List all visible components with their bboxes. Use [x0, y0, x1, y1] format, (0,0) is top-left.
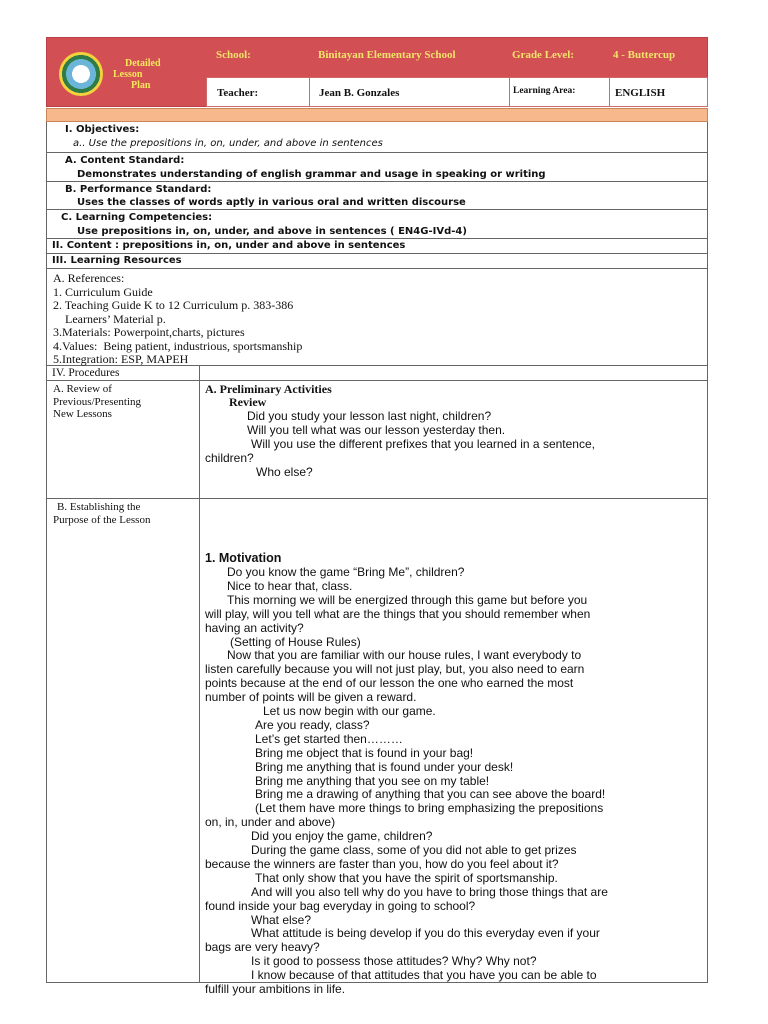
- purpose-label-line: B. Establishing the: [57, 501, 141, 513]
- motivation-line: I know because of that attitudes that you have you can be able to: [251, 968, 597, 983]
- reference-line: 3.Materials: Powerpoint,charts, pictures: [53, 325, 245, 339]
- purpose-label-line: Purpose of the Lesson: [53, 513, 151, 526]
- performance-standard-row: [46, 182, 708, 210]
- motivation-line: points because at the end of our lesson the one who earned the most: [205, 676, 574, 691]
- learning-area-label: Learning Area:: [513, 86, 576, 96]
- reference-line: 5.Integration: ESP, MAPEH: [53, 352, 189, 366]
- review-label-line: Previous/Presenting: [53, 395, 141, 408]
- motivation-line: During the game class, some of you did not able to get prizes: [251, 843, 577, 857]
- motivation-line: Let’s get started then………: [255, 731, 403, 746]
- review-line: Will you use the different prefixes that you learned in a sentence,: [251, 437, 595, 451]
- school-label: School:: [216, 49, 251, 61]
- lesson-plan-page: [46, 37, 708, 996]
- motivation-line: And will you also tell why do you have to bring those things that are: [251, 884, 608, 899]
- review-line: children?: [205, 451, 254, 465]
- procedures-heading: IV. Procedures: [52, 367, 120, 379]
- content-standard-heading: A. Content Standard:: [65, 155, 185, 166]
- motivation-line: Is it good to possess those attitudes? Why? Why not?: [251, 954, 537, 969]
- motivation-line: (Setting of House Rules): [230, 634, 361, 649]
- reference-line: A. References:: [53, 271, 125, 285]
- objectives-row: [46, 122, 708, 153]
- preliminary-activities-heading: A. Preliminary Activities: [205, 382, 332, 396]
- motivation-line: Are you ready, class?: [255, 717, 370, 732]
- motivation-line: listen carefully because you will not just play, but, you also need to earn: [205, 662, 585, 677]
- review-line: Will you tell what was our lesson yesterday then.: [247, 423, 506, 437]
- document-title: [113, 58, 213, 91]
- learning-competencies-row: [46, 210, 708, 239]
- reference-line: 1. Curriculum Guide: [53, 284, 153, 299]
- references-row: [46, 269, 708, 366]
- teacher-row: [206, 77, 708, 107]
- review-line: Who else?: [256, 465, 313, 479]
- procedures-row: [46, 366, 708, 381]
- header-banner: [46, 37, 708, 107]
- motivation-line: Bring me anything that is found under your desk!: [255, 759, 514, 774]
- purpose-left-cell: [47, 499, 200, 982]
- learning-competencies-heading: C. Learning Competencies:: [61, 212, 213, 223]
- motivation-line: Now that you are familiar with our house rules, I want everybody to: [227, 648, 582, 663]
- reference-line: Learners’ Material p.: [53, 311, 166, 326]
- purpose-row: [46, 499, 708, 996]
- school-value: Binitayan Elementary School: [318, 49, 456, 61]
- title-line-3: Plan: [131, 80, 151, 91]
- review-subheading: Review: [229, 395, 267, 409]
- learning-competencies-text: Use prepositions in, on, under, and above in sentences ( EN4G-IVd-4): [77, 226, 467, 237]
- teacher-label: Teacher:: [217, 87, 259, 99]
- review-line: Did you study your lesson last night, children?: [247, 409, 492, 423]
- motivation-line: Did you enjoy the game, children?: [251, 829, 433, 844]
- content-standard-text: Demonstrates understanding of english grammar and usage in speaking or writing: [77, 169, 546, 180]
- objectives-heading: I. Objectives:: [65, 124, 140, 135]
- objective-item: a.. Use the prepositions in, on, under, and above in sentences: [73, 138, 383, 149]
- motivation-line: Bring me anything that you see on my table!: [255, 773, 490, 788]
- grade-value: 4 - Buttercup: [613, 49, 676, 61]
- performance-standard-text: Uses the classes of words aptly in various oral and written discourse: [77, 197, 466, 208]
- motivation-line: will play, will you tell what are the things that you should remember when: [205, 606, 591, 621]
- learning-resources-row: [46, 254, 708, 269]
- learning-area-value: ENGLISH: [615, 87, 666, 99]
- motivation-line: What attitude is being develop if you do this everyday even if your: [251, 926, 600, 941]
- review-row: [46, 381, 708, 499]
- motivation-line: on, in, under and above): [205, 815, 336, 830]
- school-seal-icon: [59, 52, 103, 96]
- motivation-line: having an activity?: [205, 620, 304, 635]
- motivation-line: That only show that you have the spirit of sportsmanship.: [255, 870, 558, 885]
- motivation-line: What else?: [251, 912, 312, 927]
- motivation-line: Bring me object that is found in your bag!: [255, 745, 474, 760]
- content-line: II. Content : prepositions in, on, under and above in sentences: [52, 240, 406, 251]
- review-label-line: A. Review of: [53, 383, 112, 395]
- review-left-cell: [47, 381, 200, 498]
- motivation-line: Nice to hear that, class.: [227, 578, 353, 593]
- title-line-1: Detailed: [125, 58, 161, 69]
- learning-resources-heading: III. Learning Resources: [52, 255, 182, 266]
- motivation-heading: 1. Motivation: [205, 551, 282, 565]
- motivation-line: Bring me a drawing of anything that you can see above the board!: [255, 787, 606, 802]
- references-list: [53, 272, 302, 367]
- motivation-line: This morning we will be energized through this game but before you: [227, 592, 588, 607]
- reference-line: 4.Values: Being patient, industrious, sportsmanship: [53, 338, 303, 353]
- motivation-line: because the winners are faster than you, how do you feel about it?: [205, 856, 559, 871]
- motivation-line: found inside your bag everyday in going to school?: [205, 898, 476, 913]
- motivation-line: number of points will be given a reward.: [205, 690, 417, 705]
- header-separator-bar: [46, 108, 708, 122]
- teacher-value: Jean B. Gonzales: [319, 87, 400, 99]
- grade-label: Grade Level:: [512, 49, 575, 61]
- title-line-2: Lesson: [113, 69, 143, 80]
- motivation-line: bags are very heavy?: [205, 940, 320, 955]
- motivation-line: Do you know the game “Bring Me”, children?: [227, 565, 465, 579]
- content-row: [46, 239, 708, 254]
- motivation-line: fulfill your ambitions in life.: [205, 982, 346, 996]
- performance-standard-heading: B. Performance Standard:: [65, 184, 212, 195]
- reference-line: 2. Teaching Guide K to 12 Curriculum p. 383-386: [53, 298, 294, 312]
- motivation-line: (Let them have more things to bring emphasizing the prepositions: [255, 801, 604, 816]
- content-standard-row: [46, 153, 708, 182]
- review-label-line: New Lessons: [53, 408, 112, 420]
- motivation-line: Let us now begin with our game.: [263, 704, 436, 718]
